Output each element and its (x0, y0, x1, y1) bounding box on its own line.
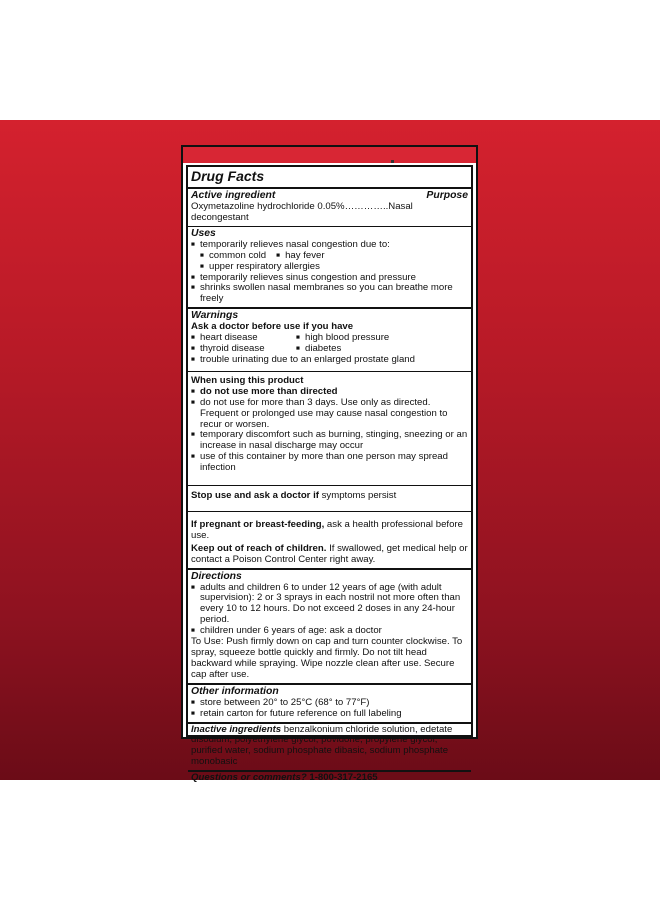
warnings-header: Warnings (191, 310, 239, 322)
keep-out-line: Keep out of reach of children. If swallowed, get medical help or contact a Poison Control Center right away. (191, 542, 468, 565)
condition-item: ■ trouble urinating due to an enlarged prostate gland (191, 355, 468, 366)
other-information-section (188, 685, 471, 724)
condition-item: ■ high blood pressure (296, 332, 390, 344)
warnings-section (188, 309, 471, 372)
stop-use-section (188, 486, 471, 512)
when-using-item: ■ do not use more than directed (191, 387, 468, 398)
uses-section (188, 227, 471, 309)
active-ingredient-line: Oxymetazoline hydrochloride 0.05%…………..Nasal decongestant (191, 201, 413, 223)
when-using-section (188, 372, 471, 486)
uses-subitem: ■ upper respiratory allergies (200, 262, 320, 273)
ask-doctor-header: Ask a doctor before use if you have (191, 321, 354, 333)
directions-section (188, 570, 471, 685)
when-using-item: ■ temporary discomfort such as burning, stinging, sneezing or an increase in nasal discharge may occur (191, 430, 468, 452)
to-use-text: To Use: Push firmly down on cap and turn counter clockwise. To spray, squeeze bottle quickly and firmly. Do not tilt head backward while spraying. Wipe nozzle clean after use. Secure cap after use. (191, 636, 463, 680)
stop-use-line: Stop use and ask a doctor if symptoms persist (191, 490, 397, 502)
uses-subitem: ■ hay fever (276, 251, 324, 262)
directions-item: ■ children under 6 years of age: ask a doctor (191, 626, 468, 637)
uses-item: ■ shrinks swollen nasal membranes so you can breathe more freely (191, 283, 468, 305)
uses-item (191, 240, 468, 273)
when-using-item: ■ use of this container by more than one person may spread infection (191, 452, 468, 474)
uses-item: ■ temporarily relieves sinus congestion and pressure (191, 273, 468, 284)
drug-facts-panel (181, 145, 478, 784)
condition-item: ■ thyroid disease (200, 343, 265, 355)
inactive-ingredients-text: Inactive ingredients benzalkonium chloride solution, edetate disodium, polyethylene glycol, povidone, propylene glycol, purified water, sodium phosphate dibasic, sodium phosphate monobasic (191, 723, 453, 768)
pregnancy-section (188, 512, 471, 570)
questions-section (188, 772, 471, 786)
title-section (188, 167, 471, 189)
other-information-header: Other information (191, 685, 279, 697)
drug-facts-title: Drug Facts (191, 168, 265, 184)
other-item: ■ retain carton for future reference on full labeling (191, 709, 468, 720)
when-using-item: ■ do not use for more than 3 days. Use only as directed. Frequent or prolonged use may cause nasal congestion to recur or worsen. (191, 398, 468, 431)
directions-item: ■ adults and children 6 to under 12 years of age (with adult supervision): 2 or 3 sprays in each nostril not more often than every 10 to 12 hours. Do not exceed 2 doses in any 24-hour period. (191, 583, 468, 627)
directions-header: Directions (191, 570, 242, 582)
condition-item: ■ diabetes (296, 343, 342, 355)
panel-top-stripe (183, 147, 476, 163)
questions-line: Questions or comments? 1-800-317-2165 (191, 772, 378, 784)
inactive-ingredients-section (188, 724, 471, 773)
condition-item: ■ heart disease (200, 332, 258, 344)
pregnant-line: If pregnant or breast-feeding, ask a health professional before use. (191, 518, 463, 541)
when-using-header: When using this product (191, 374, 304, 386)
uses-subitem: ■ common cold (200, 251, 266, 262)
active-ingredient-section (188, 189, 471, 227)
other-item: ■ store between 20° to 25°C (68° to 77°F) (191, 698, 468, 709)
purpose-label: Purpose (426, 190, 468, 201)
uses-header: Uses (191, 227, 216, 239)
active-ingredient-label: Active ingredient (191, 190, 276, 201)
uses-item-text: temporarily relieves nasal congestion due to: (200, 238, 390, 250)
drug-facts-box (186, 165, 473, 784)
